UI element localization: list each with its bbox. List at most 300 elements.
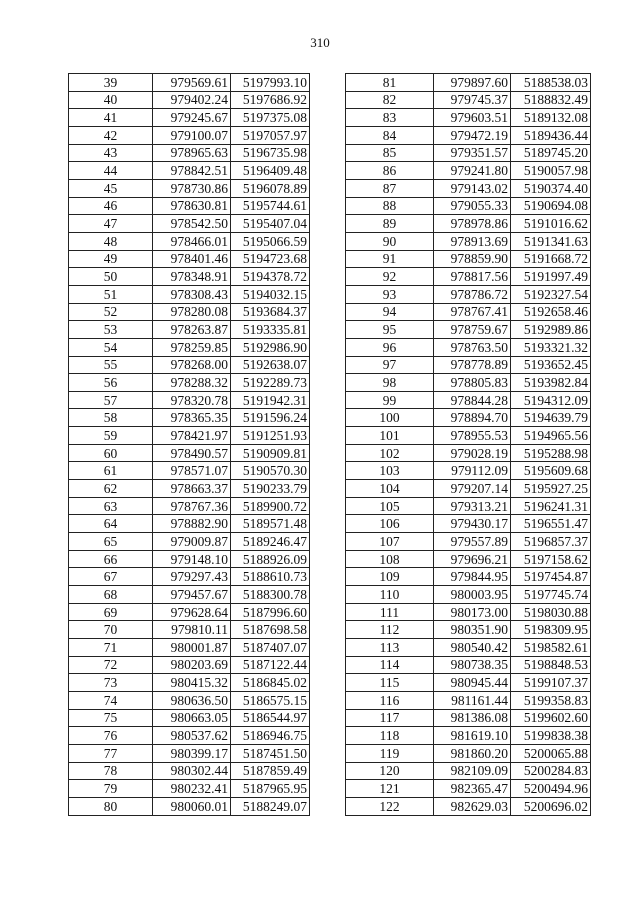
table-row — [346, 427, 591, 445]
x-coordinate-cell: 980945.44 — [434, 674, 511, 692]
point-number-cell: 75 — [69, 709, 153, 727]
point-number-cell: 65 — [69, 533, 153, 551]
point-number-cell: 70 — [69, 621, 153, 639]
point-number-cell: 69 — [69, 603, 153, 621]
x-coordinate-cell: 978320.78 — [153, 391, 231, 409]
x-coordinate-cell: 979055.33 — [434, 197, 511, 215]
x-coordinate-cell: 978259.85 — [153, 338, 231, 356]
y-coordinate-cell: 5190057.98 — [511, 162, 591, 180]
y-coordinate-cell: 5195609.68 — [511, 462, 591, 480]
x-coordinate-cell: 979351.57 — [434, 144, 511, 162]
point-number-cell: 120 — [346, 762, 434, 780]
x-coordinate-cell: 978913.69 — [434, 232, 511, 250]
table-row — [69, 621, 310, 639]
x-coordinate-cell: 982365.47 — [434, 780, 511, 798]
x-coordinate-cell: 979241.80 — [434, 162, 511, 180]
table-row — [346, 550, 591, 568]
table-row — [69, 215, 310, 233]
y-coordinate-cell: 5195744.61 — [231, 197, 310, 215]
point-number-cell: 79 — [69, 780, 153, 798]
point-number-cell: 56 — [69, 374, 153, 392]
x-coordinate-cell: 979457.67 — [153, 586, 231, 604]
x-coordinate-cell: 980203.69 — [153, 656, 231, 674]
point-number-cell: 73 — [69, 674, 153, 692]
x-coordinate-cell: 978630.81 — [153, 197, 231, 215]
x-coordinate-cell: 979810.11 — [153, 621, 231, 639]
x-coordinate-cell: 978786.72 — [434, 285, 511, 303]
table-row — [69, 568, 310, 586]
x-coordinate-cell: 981860.20 — [434, 744, 511, 762]
table-row — [69, 303, 310, 321]
point-number-cell: 112 — [346, 621, 434, 639]
table-row — [346, 762, 591, 780]
table-row — [69, 691, 310, 709]
x-coordinate-cell: 978859.90 — [434, 250, 511, 268]
x-coordinate-cell: 980060.01 — [153, 797, 231, 815]
point-number-cell: 99 — [346, 391, 434, 409]
point-number-cell: 96 — [346, 338, 434, 356]
table-row — [69, 356, 310, 374]
point-number-cell: 76 — [69, 727, 153, 745]
table-row — [346, 356, 591, 374]
table-row — [346, 709, 591, 727]
point-number-cell: 62 — [69, 480, 153, 498]
coordinates-table-right — [345, 73, 591, 816]
x-coordinate-cell: 979472.19 — [434, 126, 511, 144]
point-number-cell: 59 — [69, 427, 153, 445]
table-row — [346, 197, 591, 215]
y-coordinate-cell: 5195288.98 — [511, 444, 591, 462]
table-row — [69, 497, 310, 515]
table-row — [346, 674, 591, 692]
y-coordinate-cell: 5196735.98 — [231, 144, 310, 162]
table-row — [69, 480, 310, 498]
point-number-cell: 102 — [346, 444, 434, 462]
point-number-cell: 68 — [69, 586, 153, 604]
x-coordinate-cell: 979143.02 — [434, 179, 511, 197]
y-coordinate-cell: 5194639.79 — [511, 409, 591, 427]
x-coordinate-cell: 978817.56 — [434, 268, 511, 286]
x-coordinate-cell: 980001.87 — [153, 639, 231, 657]
point-number-cell: 122 — [346, 797, 434, 815]
y-coordinate-cell: 5198582.61 — [511, 639, 591, 657]
table-row — [346, 727, 591, 745]
x-coordinate-cell: 978767.41 — [434, 303, 511, 321]
x-coordinate-cell: 980173.00 — [434, 603, 511, 621]
x-coordinate-cell: 980232.41 — [153, 780, 231, 798]
table-row — [346, 603, 591, 621]
table-row — [346, 162, 591, 180]
table-row — [69, 762, 310, 780]
y-coordinate-cell: 5190233.79 — [231, 480, 310, 498]
table-row — [69, 197, 310, 215]
table-row — [69, 391, 310, 409]
y-coordinate-cell: 5189571.48 — [231, 515, 310, 533]
table-row — [346, 232, 591, 250]
y-coordinate-cell: 5200284.83 — [511, 762, 591, 780]
y-coordinate-cell: 5191596.24 — [231, 409, 310, 427]
table-row — [346, 409, 591, 427]
table-row — [346, 74, 591, 92]
y-coordinate-cell: 5192327.54 — [511, 285, 591, 303]
y-coordinate-cell: 5197745.74 — [511, 586, 591, 604]
point-number-cell: 98 — [346, 374, 434, 392]
y-coordinate-cell: 5188300.78 — [231, 586, 310, 604]
y-coordinate-cell: 5186845.02 — [231, 674, 310, 692]
y-coordinate-cell: 5191251.93 — [231, 427, 310, 445]
y-coordinate-cell: 5189132.08 — [511, 109, 591, 127]
y-coordinate-cell: 5197993.10 — [231, 74, 310, 92]
y-coordinate-cell: 5199602.60 — [511, 709, 591, 727]
x-coordinate-cell: 978842.51 — [153, 162, 231, 180]
y-coordinate-cell: 5198848.53 — [511, 656, 591, 674]
x-coordinate-cell: 979100.07 — [153, 126, 231, 144]
y-coordinate-cell: 5197057.97 — [231, 126, 310, 144]
point-number-cell: 46 — [69, 197, 153, 215]
y-coordinate-cell: 5193321.32 — [511, 338, 591, 356]
table-row — [69, 374, 310, 392]
table-row — [346, 586, 591, 604]
y-coordinate-cell: 5199107.37 — [511, 674, 591, 692]
x-coordinate-cell: 979628.64 — [153, 603, 231, 621]
point-number-cell: 50 — [69, 268, 153, 286]
table-row — [69, 515, 310, 533]
y-coordinate-cell: 5197454.87 — [511, 568, 591, 586]
y-coordinate-cell: 5191016.62 — [511, 215, 591, 233]
x-coordinate-cell: 978421.97 — [153, 427, 231, 445]
x-coordinate-cell: 979297.43 — [153, 568, 231, 586]
point-number-cell: 121 — [346, 780, 434, 798]
y-coordinate-cell: 5193684.37 — [231, 303, 310, 321]
table-row — [69, 74, 310, 92]
y-coordinate-cell: 5199358.83 — [511, 691, 591, 709]
table-row — [346, 515, 591, 533]
point-number-cell: 44 — [69, 162, 153, 180]
table-row — [69, 780, 310, 798]
point-number-cell: 85 — [346, 144, 434, 162]
x-coordinate-cell: 979245.67 — [153, 109, 231, 127]
y-coordinate-cell: 5187996.60 — [231, 603, 310, 621]
x-coordinate-cell: 978308.43 — [153, 285, 231, 303]
y-coordinate-cell: 5200065.88 — [511, 744, 591, 762]
table-row — [69, 444, 310, 462]
y-coordinate-cell: 5187859.49 — [231, 762, 310, 780]
table-row — [346, 179, 591, 197]
x-coordinate-cell: 980003.95 — [434, 586, 511, 604]
table-row — [69, 162, 310, 180]
x-coordinate-cell: 980540.42 — [434, 639, 511, 657]
table-row — [346, 621, 591, 639]
y-coordinate-cell: 5195066.59 — [231, 232, 310, 250]
point-number-cell: 81 — [346, 74, 434, 92]
point-number-cell: 108 — [346, 550, 434, 568]
y-coordinate-cell: 5197686.92 — [231, 91, 310, 109]
point-number-cell: 110 — [346, 586, 434, 604]
point-number-cell: 101 — [346, 427, 434, 445]
y-coordinate-cell: 5189436.44 — [511, 126, 591, 144]
y-coordinate-cell: 5196551.47 — [511, 515, 591, 533]
table-row — [346, 374, 591, 392]
x-coordinate-cell: 978490.57 — [153, 444, 231, 462]
y-coordinate-cell: 5190909.81 — [231, 444, 310, 462]
point-number-cell: 54 — [69, 338, 153, 356]
y-coordinate-cell: 5188249.07 — [231, 797, 310, 815]
table-row — [346, 480, 591, 498]
table-row — [69, 639, 310, 657]
table-row — [69, 321, 310, 339]
table-row — [346, 533, 591, 551]
table-row — [346, 497, 591, 515]
table-row — [346, 744, 591, 762]
y-coordinate-cell: 5195407.04 — [231, 215, 310, 233]
x-coordinate-cell: 980537.62 — [153, 727, 231, 745]
x-coordinate-cell: 979603.51 — [434, 109, 511, 127]
point-number-cell: 39 — [69, 74, 153, 92]
point-number-cell: 51 — [69, 285, 153, 303]
y-coordinate-cell: 5198309.95 — [511, 621, 591, 639]
point-number-cell: 119 — [346, 744, 434, 762]
x-coordinate-cell: 979402.24 — [153, 91, 231, 109]
y-coordinate-cell: 5191668.72 — [511, 250, 591, 268]
table-row — [69, 727, 310, 745]
point-number-cell: 60 — [69, 444, 153, 462]
y-coordinate-cell: 5189246.47 — [231, 533, 310, 551]
point-number-cell: 89 — [346, 215, 434, 233]
point-number-cell: 107 — [346, 533, 434, 551]
point-number-cell: 111 — [346, 603, 434, 621]
x-coordinate-cell: 978401.46 — [153, 250, 231, 268]
y-coordinate-cell: 5196857.37 — [511, 533, 591, 551]
x-coordinate-cell: 979028.19 — [434, 444, 511, 462]
point-number-cell: 47 — [69, 215, 153, 233]
table-row — [346, 462, 591, 480]
page-number: 310 — [310, 35, 330, 50]
y-coordinate-cell: 5193652.45 — [511, 356, 591, 374]
point-number-cell: 117 — [346, 709, 434, 727]
x-coordinate-cell: 980636.50 — [153, 691, 231, 709]
x-coordinate-cell: 979207.14 — [434, 480, 511, 498]
point-number-cell: 88 — [346, 197, 434, 215]
x-coordinate-cell: 980415.32 — [153, 674, 231, 692]
y-coordinate-cell: 5188610.73 — [231, 568, 310, 586]
point-number-cell: 109 — [346, 568, 434, 586]
table-row — [69, 797, 310, 815]
point-number-cell: 63 — [69, 497, 153, 515]
x-coordinate-cell: 978348.91 — [153, 268, 231, 286]
table-row — [69, 533, 310, 551]
y-coordinate-cell: 5189900.72 — [231, 497, 310, 515]
y-coordinate-cell: 5194378.72 — [231, 268, 310, 286]
point-number-cell: 71 — [69, 639, 153, 657]
y-coordinate-cell: 5198030.88 — [511, 603, 591, 621]
y-coordinate-cell: 5190694.08 — [511, 197, 591, 215]
table-row — [346, 285, 591, 303]
point-number-cell: 64 — [69, 515, 153, 533]
table-row — [346, 126, 591, 144]
table-row — [346, 321, 591, 339]
table-row — [346, 568, 591, 586]
y-coordinate-cell: 5186946.75 — [231, 727, 310, 745]
table-row — [346, 639, 591, 657]
point-number-cell: 103 — [346, 462, 434, 480]
x-coordinate-cell: 979897.60 — [434, 74, 511, 92]
table-row — [69, 179, 310, 197]
point-number-cell: 80 — [69, 797, 153, 815]
point-number-cell: 97 — [346, 356, 434, 374]
point-number-cell: 84 — [346, 126, 434, 144]
x-coordinate-cell: 978263.87 — [153, 321, 231, 339]
x-coordinate-cell: 982109.09 — [434, 762, 511, 780]
y-coordinate-cell: 5194032.15 — [231, 285, 310, 303]
y-coordinate-cell: 5195927.25 — [511, 480, 591, 498]
table-row — [69, 250, 310, 268]
table-row — [69, 674, 310, 692]
x-coordinate-cell: 980663.05 — [153, 709, 231, 727]
point-number-cell: 94 — [346, 303, 434, 321]
point-number-cell: 113 — [346, 639, 434, 657]
x-coordinate-cell: 979009.87 — [153, 533, 231, 551]
point-number-cell: 87 — [346, 179, 434, 197]
table-row — [69, 744, 310, 762]
x-coordinate-cell: 978978.86 — [434, 215, 511, 233]
x-coordinate-cell: 979745.37 — [434, 91, 511, 109]
y-coordinate-cell: 5196078.89 — [231, 179, 310, 197]
point-number-cell: 40 — [69, 91, 153, 109]
point-number-cell: 48 — [69, 232, 153, 250]
point-number-cell: 41 — [69, 109, 153, 127]
x-coordinate-cell: 978805.83 — [434, 374, 511, 392]
y-coordinate-cell: 5193982.84 — [511, 374, 591, 392]
y-coordinate-cell: 5192989.86 — [511, 321, 591, 339]
y-coordinate-cell: 5194723.68 — [231, 250, 310, 268]
x-coordinate-cell: 979569.61 — [153, 74, 231, 92]
x-coordinate-cell: 978767.36 — [153, 497, 231, 515]
table-row — [69, 603, 310, 621]
table-row — [346, 91, 591, 109]
table-row — [69, 91, 310, 109]
x-coordinate-cell: 979148.10 — [153, 550, 231, 568]
y-coordinate-cell: 5194965.56 — [511, 427, 591, 445]
x-coordinate-cell: 978280.08 — [153, 303, 231, 321]
table-row — [69, 586, 310, 604]
table-row — [69, 268, 310, 286]
x-coordinate-cell: 978965.63 — [153, 144, 231, 162]
point-number-cell: 72 — [69, 656, 153, 674]
point-number-cell: 114 — [346, 656, 434, 674]
point-number-cell: 67 — [69, 568, 153, 586]
table-row — [346, 109, 591, 127]
point-number-cell: 86 — [346, 162, 434, 180]
table-row — [346, 656, 591, 674]
y-coordinate-cell: 5188538.03 — [511, 74, 591, 92]
point-number-cell: 52 — [69, 303, 153, 321]
point-number-cell: 55 — [69, 356, 153, 374]
y-coordinate-cell: 5187965.95 — [231, 780, 310, 798]
y-coordinate-cell: 5187451.50 — [231, 744, 310, 762]
table-row — [346, 797, 591, 815]
x-coordinate-cell: 979557.89 — [434, 533, 511, 551]
y-coordinate-cell: 5187122.44 — [231, 656, 310, 674]
point-number-cell: 116 — [346, 691, 434, 709]
x-coordinate-cell: 978365.35 — [153, 409, 231, 427]
point-number-cell: 57 — [69, 391, 153, 409]
x-coordinate-cell: 978542.50 — [153, 215, 231, 233]
x-coordinate-cell: 982629.03 — [434, 797, 511, 815]
table-row — [346, 268, 591, 286]
x-coordinate-cell: 978288.32 — [153, 374, 231, 392]
point-number-cell: 90 — [346, 232, 434, 250]
x-coordinate-cell: 978466.01 — [153, 232, 231, 250]
y-coordinate-cell: 5200494.96 — [511, 780, 591, 798]
x-coordinate-cell: 980302.44 — [153, 762, 231, 780]
y-coordinate-cell: 5193335.81 — [231, 321, 310, 339]
table-row — [69, 285, 310, 303]
y-coordinate-cell: 5192986.90 — [231, 338, 310, 356]
table-row — [69, 144, 310, 162]
table-row — [346, 250, 591, 268]
x-coordinate-cell: 979112.09 — [434, 462, 511, 480]
table-row — [69, 338, 310, 356]
table-row — [346, 780, 591, 798]
point-number-cell: 95 — [346, 321, 434, 339]
x-coordinate-cell: 980399.17 — [153, 744, 231, 762]
table-row — [69, 427, 310, 445]
y-coordinate-cell: 5197158.62 — [511, 550, 591, 568]
x-coordinate-cell: 978778.89 — [434, 356, 511, 374]
y-coordinate-cell: 5199838.38 — [511, 727, 591, 745]
y-coordinate-cell: 5196241.31 — [511, 497, 591, 515]
y-coordinate-cell: 5190570.30 — [231, 462, 310, 480]
table-row — [69, 709, 310, 727]
x-coordinate-cell: 978955.53 — [434, 427, 511, 445]
y-coordinate-cell: 5189745.20 — [511, 144, 591, 162]
point-number-cell: 100 — [346, 409, 434, 427]
coordinates-table-left — [68, 73, 310, 816]
point-number-cell: 118 — [346, 727, 434, 745]
point-number-cell: 45 — [69, 179, 153, 197]
point-number-cell: 74 — [69, 691, 153, 709]
table-row — [346, 338, 591, 356]
point-number-cell: 78 — [69, 762, 153, 780]
y-coordinate-cell: 5186544.97 — [231, 709, 310, 727]
table-row — [346, 444, 591, 462]
x-coordinate-cell: 978882.90 — [153, 515, 231, 533]
x-coordinate-cell: 978759.67 — [434, 321, 511, 339]
table-row — [346, 215, 591, 233]
table-row — [69, 462, 310, 480]
x-coordinate-cell: 978894.70 — [434, 409, 511, 427]
y-coordinate-cell: 5192658.46 — [511, 303, 591, 321]
y-coordinate-cell: 5191997.49 — [511, 268, 591, 286]
point-number-cell: 93 — [346, 285, 434, 303]
table-row — [69, 109, 310, 127]
y-coordinate-cell: 5188926.09 — [231, 550, 310, 568]
point-number-cell: 106 — [346, 515, 434, 533]
x-coordinate-cell: 978844.28 — [434, 391, 511, 409]
y-coordinate-cell: 5186575.15 — [231, 691, 310, 709]
y-coordinate-cell: 5190374.40 — [511, 179, 591, 197]
point-number-cell: 43 — [69, 144, 153, 162]
y-coordinate-cell: 5187698.58 — [231, 621, 310, 639]
point-number-cell: 92 — [346, 268, 434, 286]
x-coordinate-cell: 980351.90 — [434, 621, 511, 639]
table-row — [69, 232, 310, 250]
x-coordinate-cell: 981619.10 — [434, 727, 511, 745]
x-coordinate-cell: 978571.07 — [153, 462, 231, 480]
point-number-cell: 61 — [69, 462, 153, 480]
x-coordinate-cell: 979696.21 — [434, 550, 511, 568]
table-row — [346, 144, 591, 162]
